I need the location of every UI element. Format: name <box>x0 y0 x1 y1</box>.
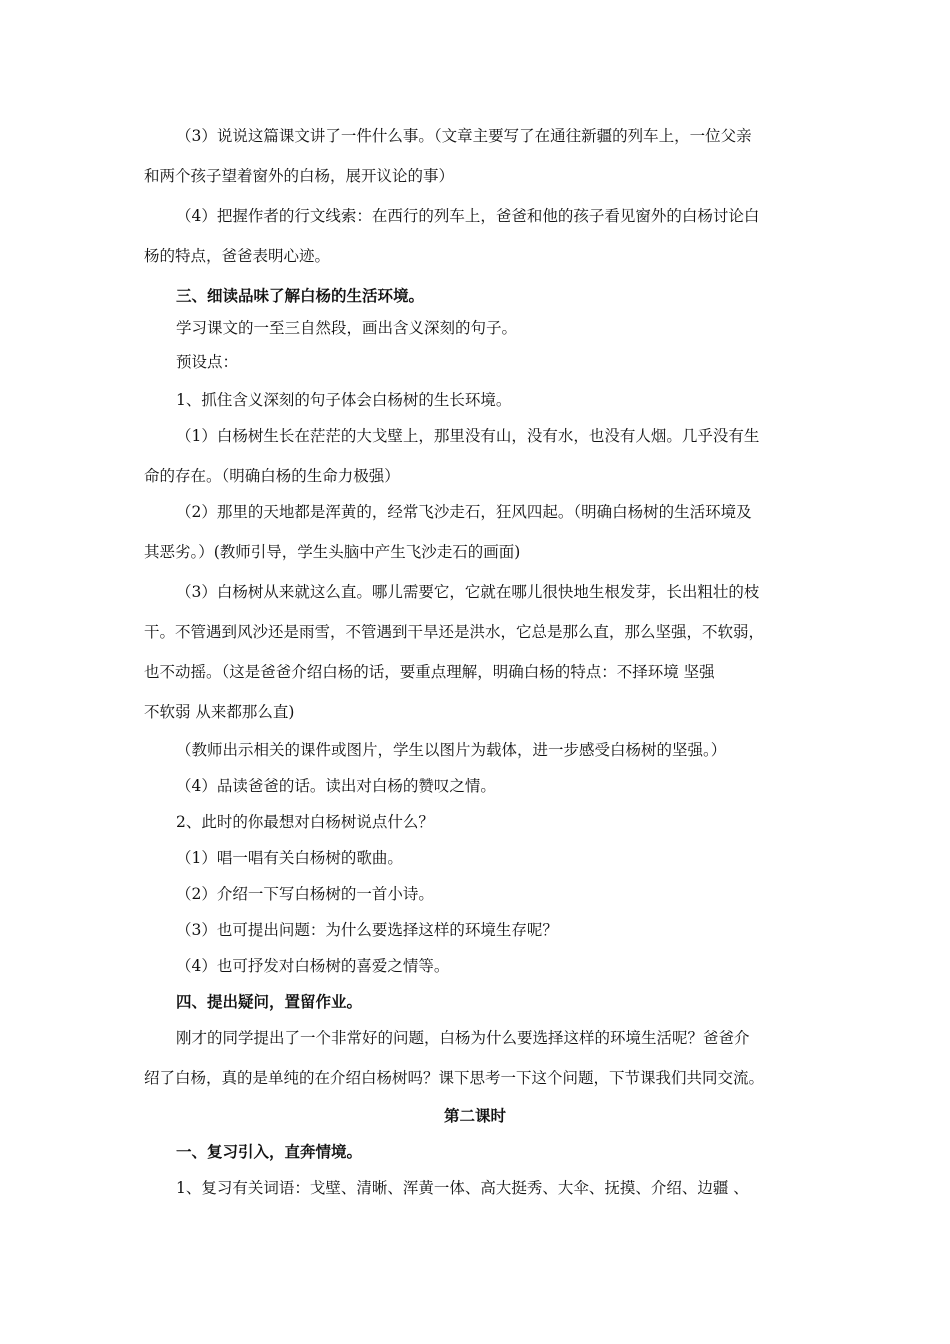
text-line: （1）唱一唱有关白杨树的歌曲。 <box>176 849 403 867</box>
text-line: 绍了白杨，真的是单纯的在介绍白杨树吗？课下思考一下这个问题，下节课我们共同交流。 <box>144 1069 765 1087</box>
text-line: 2、此时的你最想对白杨树说点什么？ <box>176 813 434 831</box>
text-line: （2）介绍一下写白杨树的一首小诗。 <box>176 885 434 903</box>
text-line: 命的存在。（明确白杨的生命力极强） <box>144 467 400 485</box>
section-heading: 三、细读品味了解白杨的生活环境。 <box>176 286 425 305</box>
text-line: （1）白杨树生长在茫茫的大戈壁上，那里没有山，没有水，也没有人烟。几乎没有生 <box>176 427 760 445</box>
text-line: （3）说说这篇课文讲了一件什么事。（文章主要写了在通往新疆的列车上，一位父亲 <box>176 127 752 145</box>
text-line: 不软弱 从来都那么直) <box>144 703 295 721</box>
text-line: （教师出示相关的课件或图片，学生以图片为载体，进一步感受白杨树的坚强。） <box>176 741 727 759</box>
section-heading: 四、提出疑问，置留作业。 <box>176 992 363 1011</box>
text-line: 杨的特点，爸爸表明心迹。 <box>144 247 331 265</box>
section-heading: 一、复习引入，直奔情境。 <box>176 1142 363 1161</box>
text-line: （4）品读爸爸的话。读出对白杨的赞叹之情。 <box>176 777 496 795</box>
text-line: 1、复习有关词语：戈壁、清晰、浑黄一体、高大挺秀、大伞、抚摸、介绍、边疆 、 <box>176 1179 749 1197</box>
text-line: 其恶劣。）(教师引导，学生头脑中产生飞沙走石的画面) <box>144 543 521 561</box>
text-line: 预设点： <box>176 353 239 371</box>
text-line: （3）也可提出问题：为什么要选择这样的环境生存呢？ <box>176 921 558 939</box>
text-line: 学习课文的一至三自然段，画出含义深刻的句子。 <box>176 319 518 337</box>
text-line: （4）也可抒发对白杨树的喜爱之情等。 <box>176 957 450 975</box>
lesson-title: 第二课时 <box>443 1106 506 1125</box>
text-line: 干。不管遇到风沙还是雨雪，不管遇到干旱还是洪水，它总是那么直，那么坚强，不软弱， <box>144 623 765 641</box>
text-line: 1、抓住含义深刻的句子体会白杨树的生长环境。 <box>176 391 512 409</box>
text-line: （2）那里的天地都是浑黄的，经常飞沙走石，狂风四起。（明确白杨树的生活环境及 <box>176 503 752 521</box>
text-line: 和两个孩子望着窗外的白杨，展开议论的事） <box>144 167 455 185</box>
text-line: 刚才的同学提出了一个非常好的问题，白杨为什么要选择这样的环境生活呢？爸爸介 <box>176 1029 750 1047</box>
text-line: （3）白杨树从来就这么直。哪儿需要它，它就在哪儿很快地生根发芽，长出粗壮的枝 <box>176 583 760 601</box>
text-line: （4）把握作者的行文线索：在西行的列车上，爸爸和他的孩子看见窗外的白杨讨论白 <box>176 207 760 225</box>
text-line: 也不动摇。（这是爸爸介绍白杨的话，要重点理解，明确白杨的特点：不择环境 坚强 <box>144 663 715 681</box>
